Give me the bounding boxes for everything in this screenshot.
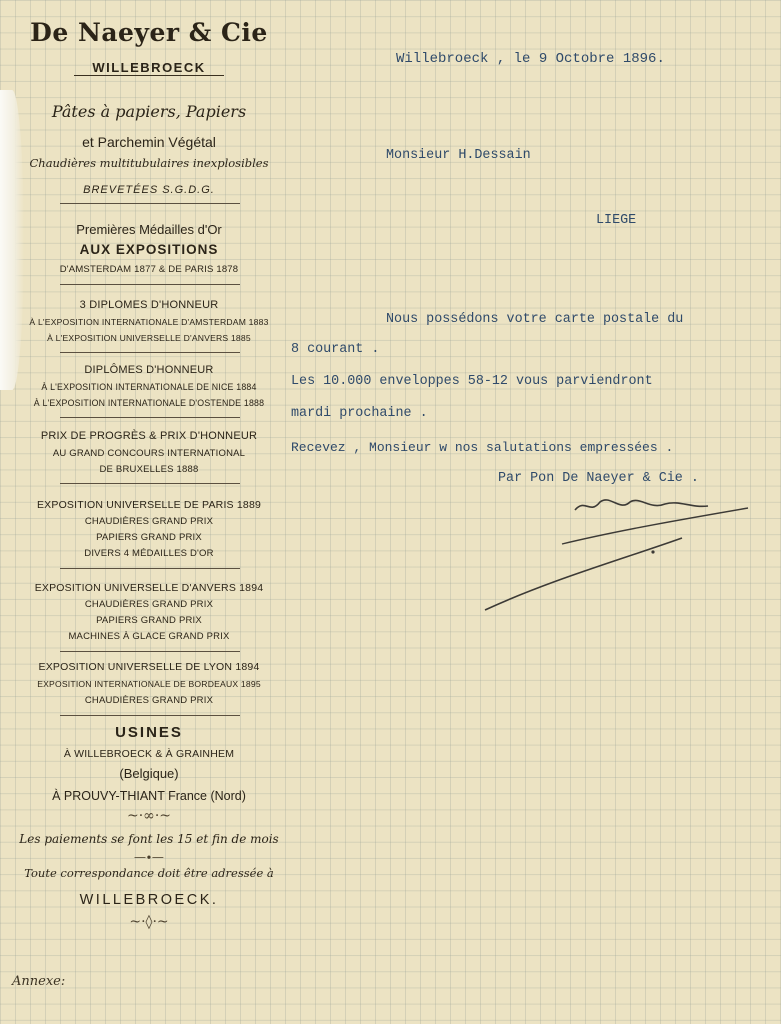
- diplome-line-2: À L'EXPOSITION INTERNATIONALE D'OSTENDE 1888: [33, 398, 265, 408]
- closing: Par Pon De Naeyer & Cie .: [498, 471, 699, 486]
- paris-line-2: PAPIERS GRAND PRIX: [96, 532, 202, 543]
- medals-detail: D'AMSTERDAM 1877 & DE PARIS 1878: [59, 264, 239, 275]
- usines-line-3: À PROUVY-THIANT France (Nord): [52, 789, 246, 803]
- divider: [60, 715, 240, 716]
- products-line-2: et Parchemin Végétal: [82, 134, 216, 150]
- paris-title: EXPOSITION UNIVERSELLE DE PARIS 1889: [36, 499, 262, 511]
- products-line-1: Pâtes à papiers, Papiers: [51, 102, 247, 121]
- diplomas-line-1: À L'EXPOSITION INTERNATIONALE D'AMSTERDAM 1883: [29, 317, 269, 327]
- divider: [60, 417, 240, 418]
- payment-terms: Les paiements se font les 15 et fin de mois: [19, 832, 279, 846]
- diplomas-line-2: À L'EXPOSITION UNIVERSELLE D'ANVERS 1885: [47, 333, 251, 343]
- lyon-line-2: CHAUDIÈRES GRAND PRIX: [84, 695, 214, 706]
- usines-line-1: À WILLEBROECK & À GRAINHEM: [63, 748, 235, 760]
- correspondence-note: Toute correspondance doit être adressée à: [24, 866, 274, 880]
- address-city: WILLEBROECK.: [79, 892, 219, 908]
- body-line-4: mardi prochaine .: [291, 406, 428, 421]
- divider: [60, 352, 240, 353]
- anvers-line-2: PAPIERS GRAND PRIX: [96, 615, 202, 626]
- anvers-title: EXPOSITION UNIVERSELLE D'ANVERS 1894: [34, 582, 264, 594]
- divider: [60, 483, 240, 484]
- ornament-icon: ~·◊·~: [129, 914, 169, 930]
- diplome-title: DIPLÔMES D'HONNEUR: [84, 364, 214, 376]
- paris-line-1: CHAUDIÈRES GRAND PRIX: [84, 516, 214, 527]
- dateline: Willebroeck , le 9 Octobre 1896.: [396, 51, 665, 67]
- usines-line-2: (Belgique): [119, 766, 179, 781]
- diplomas-title: 3 DIPLOMES D'HONNEUR: [79, 299, 219, 311]
- recipient-city: LIEGE: [596, 213, 637, 228]
- anvers-line-1: CHAUDIÈRES GRAND PRIX: [84, 599, 214, 610]
- medals-subtitle: AUX EXPOSITIONS: [79, 242, 219, 257]
- body-line-1: Nous possédons votre carte postale du: [386, 312, 684, 327]
- diplome-line-1: À L'EXPOSITION INTERNATIONALE DE NICE 1884: [41, 382, 257, 392]
- medals-title: Premières Médailles d'Or: [76, 222, 222, 237]
- body-line-5: Recevez , Monsieur w nos salutations empressées .: [291, 440, 674, 455]
- prix-line-1: AU GRAND CONCOURS INTERNATIONAL: [52, 448, 246, 459]
- divider: [60, 203, 240, 204]
- prix-line-2: DE BRUXELLES 1888: [99, 464, 199, 475]
- patent-text: BREVETÉES S.G.D.G.: [83, 184, 215, 196]
- recipient-name: Monsieur H.Dessain: [386, 148, 531, 163]
- annexe-label: Annexe:: [12, 974, 66, 989]
- anvers-line-3: MACHINES À GLACE GRAND PRIX: [68, 631, 230, 642]
- divider: [60, 568, 240, 569]
- letterhead-city: WILLEBROECK: [74, 60, 224, 76]
- lyon-line-1: EXPOSITION INTERNATIONALE DE BORDEAUX 1895: [37, 679, 261, 689]
- prix-title: PRIX DE PROGRÈS & PRIX D'HONNEUR: [40, 430, 258, 442]
- ornament-icon: —∙—: [134, 850, 164, 864]
- divider: [60, 651, 240, 652]
- divider: [60, 284, 240, 285]
- usines-title: USINES: [115, 724, 183, 741]
- paris-line-3: DIVERS 4 MÉDAILLES D'OR: [84, 548, 214, 559]
- lyon-title: EXPOSITION UNIVERSELLE DE LYON 1894: [38, 661, 260, 673]
- products-line-3: Chaudières multitubulaires inexplosibles: [29, 156, 269, 170]
- company-name: De Naeyer & Cie: [30, 18, 268, 47]
- ornament-icon: ~·∞·~: [126, 808, 172, 824]
- body-line-3: Les 10.000 enveloppes 58-12 vous parviendront: [291, 374, 653, 389]
- body-line-2: 8 courant .: [291, 342, 380, 357]
- signature-scribble: [470, 480, 760, 620]
